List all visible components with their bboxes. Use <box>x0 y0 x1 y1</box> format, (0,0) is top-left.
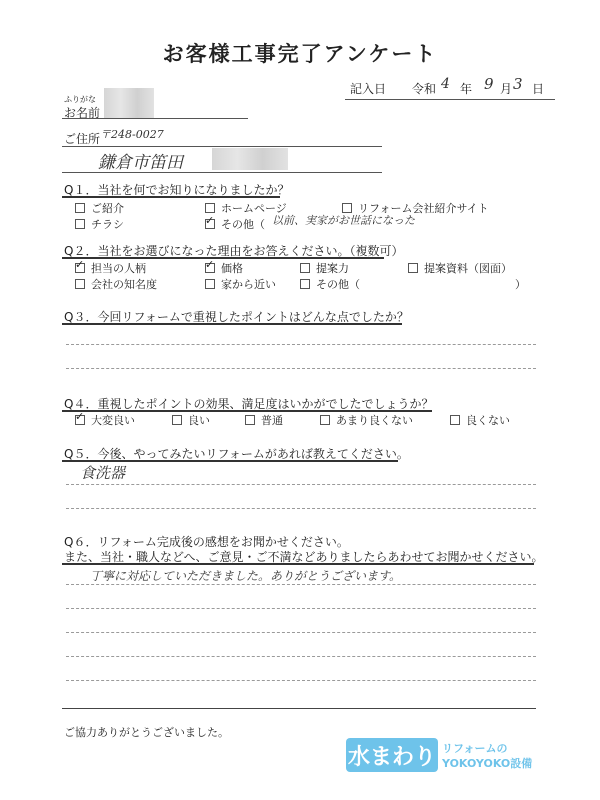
q2-option-personality[interactable]: ✓ 担当の人柄 <box>75 260 146 276</box>
month-value: 9 <box>484 75 494 93</box>
q1-option-reform-site[interactable]: リフォーム会社紹介サイト <box>342 200 489 216</box>
address-redaction <box>212 148 288 170</box>
day-unit: 日 <box>532 82 545 96</box>
q2-option-proposal-docs[interactable]: 提案資料（図面） <box>408 260 512 276</box>
checked-checkbox-icon <box>205 219 215 229</box>
checkbox-icon <box>205 279 215 289</box>
name-label: お名前 <box>64 106 101 120</box>
q2-option-nearby[interactable]: 家から近い <box>205 276 276 292</box>
q6-answer-line-3[interactable] <box>66 632 536 633</box>
thanks-text: ご協力ありがとうございました。 <box>64 726 229 739</box>
day-value: 3 <box>513 75 523 93</box>
q1-option-other[interactable]: ✓ その他（ <box>205 216 265 232</box>
q5-answer-handwritten: 食洗器 <box>80 464 126 482</box>
q6-answer-line-2[interactable] <box>66 608 536 609</box>
q4-question: Q４．重視したポイントの効果、満足度はいかがでしたでしょうか？ <box>64 397 434 411</box>
q4-option-not-so-good[interactable]: あまり良くない <box>320 412 413 428</box>
checkbox-icon <box>75 279 85 289</box>
q1-other-handwritten: 以前、実家がお世話になった <box>272 214 415 227</box>
q6-answer-handwritten: 丁寧に対応していただきました。ありがとうございます。 <box>90 569 402 583</box>
checked-checkbox-icon <box>75 263 85 273</box>
footer-divider <box>62 708 536 709</box>
checkbox-icon <box>320 415 330 425</box>
address-underline-2 <box>62 172 382 173</box>
q4-option-good[interactable]: 良い <box>172 412 210 428</box>
q2-close-paren: ） <box>515 278 526 291</box>
q2-option-price[interactable]: ✓ 価格 <box>205 260 243 276</box>
q3-underline <box>62 323 402 325</box>
q2-option-other[interactable]: その他（ <box>300 276 360 292</box>
q5-question: Q５．今後、やってみたいリフォームがあれば教えてください。 <box>64 447 409 461</box>
q6-question-line-1: Q６．リフォーム完成後の感想をお聞かせください。 <box>64 535 349 549</box>
address-underline-1 <box>62 146 382 147</box>
q3-answer-line-1[interactable] <box>66 344 536 345</box>
checkbox-icon <box>450 415 460 425</box>
checkbox-icon <box>245 415 255 425</box>
q4-option-normal[interactable]: 普通 <box>245 412 283 428</box>
q3-question: Q３．今回リフォームで重視したポイントはどんな点でしたか？ <box>64 310 409 324</box>
q6-answer-line-1[interactable] <box>66 584 536 585</box>
form-title: お客様工事完了アンケート <box>162 42 438 66</box>
postal-code: 〒248-0027 <box>100 128 164 141</box>
logo-main-text: 水まわり <box>347 744 436 770</box>
address-label: ご住所 <box>64 132 101 146</box>
era-label: 令和 <box>412 82 437 96</box>
q2-underline <box>62 257 384 259</box>
year-value: 4 <box>441 76 450 92</box>
q5-answer-line-1[interactable] <box>66 484 536 485</box>
year-unit: 年 <box>460 82 473 96</box>
checkbox-icon <box>205 203 215 213</box>
address-handwritten: 鎌倉市笛田 <box>98 153 183 173</box>
q6-underline <box>62 563 534 565</box>
q1-option-referral[interactable]: ご紹介 <box>75 200 124 216</box>
q2-option-proposal[interactable]: 提案力 <box>300 260 349 276</box>
company-logo <box>346 738 438 772</box>
furigana-label: ふりがな <box>64 95 96 104</box>
checkbox-icon <box>172 415 182 425</box>
checkbox-icon <box>300 263 310 273</box>
q6-answer-line-5[interactable] <box>66 680 536 681</box>
checkbox-icon <box>408 263 418 273</box>
q1-option-homepage[interactable]: ホームページ <box>205 200 287 216</box>
q2-question: Q２．当社をお選びになった理由をお答えください。（複数可） <box>64 244 404 258</box>
q6-answer-line-4[interactable] <box>66 656 536 657</box>
name-underline <box>62 118 248 119</box>
date-underline <box>345 99 555 100</box>
checkbox-icon <box>75 203 85 213</box>
q4-option-bad[interactable]: 良くない <box>450 412 510 428</box>
q3-answer-line-2[interactable] <box>66 368 536 369</box>
month-unit: 月 <box>500 82 513 96</box>
logo-sub-text-2: YOKOYOKO設備 <box>442 757 533 770</box>
q5-answer-line-2[interactable] <box>66 508 536 509</box>
checkbox-icon <box>75 219 85 229</box>
q4-option-very-good[interactable]: ✓ 大変良い <box>75 412 135 428</box>
checked-checkbox-icon <box>205 263 215 273</box>
q2-option-reputation[interactable]: 会社の知名度 <box>75 276 157 292</box>
q1-underline <box>62 196 280 198</box>
date-label: 記入日 <box>350 82 387 96</box>
logo-sub-text-1: リフォームの <box>442 742 508 755</box>
q6-question-line-2: また、当社・職人などへ、ご意見・ご不満などありましたらあわせてお聞かせください。 <box>64 550 544 564</box>
checkbox-icon <box>300 279 310 289</box>
checked-checkbox-icon <box>75 415 85 425</box>
name-redaction <box>104 88 154 118</box>
q1-question: Q１．当社を何でお知りになりましたか？ <box>64 183 290 197</box>
q1-option-flyer[interactable]: チラシ <box>75 216 124 232</box>
